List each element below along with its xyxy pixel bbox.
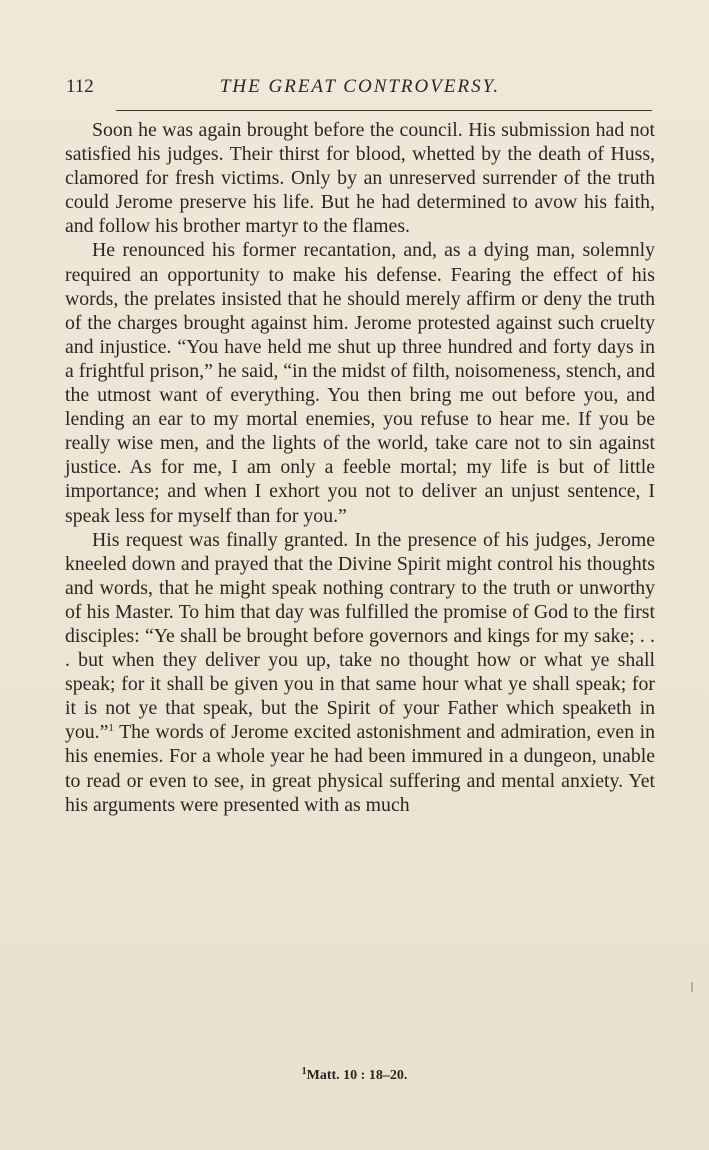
paragraph-2: He renounced his former recantation, and, as a dying man, solemnly required an opportunity to make his defense. Fearing the effect of his words, the prelates insisted that he should merely affirm or deny the truth of the charges brought against him. Jerome protested against such cruelty and injustice. “You have held me shut up three hundred and forty days in a frightful prison,” he said, “in the midst of filth, noisomeness, stench, and the utmost want of everything. You then bring me out before you, and lending an ear to my mortal enemies, you refuse to hear me. If you be really wise men, and the lights of the world, take care not to sin against justice. As for me, I am only a feeble mortal; my life is but of little importance; and when I exhort you not to deliver an unjust sentence, I speak less for myself than for you.” [65,239,655,527]
footnote-reference[interactable]: 1 [108,722,114,735]
running-head [66,76,654,100]
footnote-mark: 1 [301,1066,307,1077]
running-title: THE GREAT CONTROVERSY. [219,76,501,97]
footnote-text: Matt. 10 : 18–20. [306,1068,408,1083]
paragraph-3-text-after-ref: The words of Jerome excited astonishment and admiration, even in his enemies. For a whole year he had been immured in a dungeon, unable to read or even to see, in great physical suffering and mental anxiety. Yet his arguments were presented with as much [65,721,655,816]
page-number: 112 [66,76,94,97]
margin-speck [691,982,693,992]
body-text [65,118,655,817]
paragraph-3-text-before-ref: His request was finally granted. In the presence of his judges, Jerome kneeled down and prayed that the Divine Spirit might control his thoughts and words, that he might speak nothing contrary to the truth or unworthy of his Master. To him that day was fulfilled the promise of God to the first disciples: “Ye shall be brought before governors and kings for my sake; . . . but when they deliver you up, take no thought how or what ye shall speak; for it shall be given you in that same hour what ye shall speak; for it is not ye that speak, but the Spirit of your Father which speaketh in you.” [65,528,655,744]
paragraph-3 [65,528,655,817]
header-rule [116,110,652,111]
paragraph-1: Soon he was again brought before the council. His submission had not satisfied his judges. Their thirst for blood, whetted by the death of Huss, clamored for fresh victims. Only by an unreserved surrender of the truth could Jerome preserve his life. But he had determined to avow his faith, and follow his brother martyr to the flames. [65,119,655,238]
footnote [0,1066,709,1084]
